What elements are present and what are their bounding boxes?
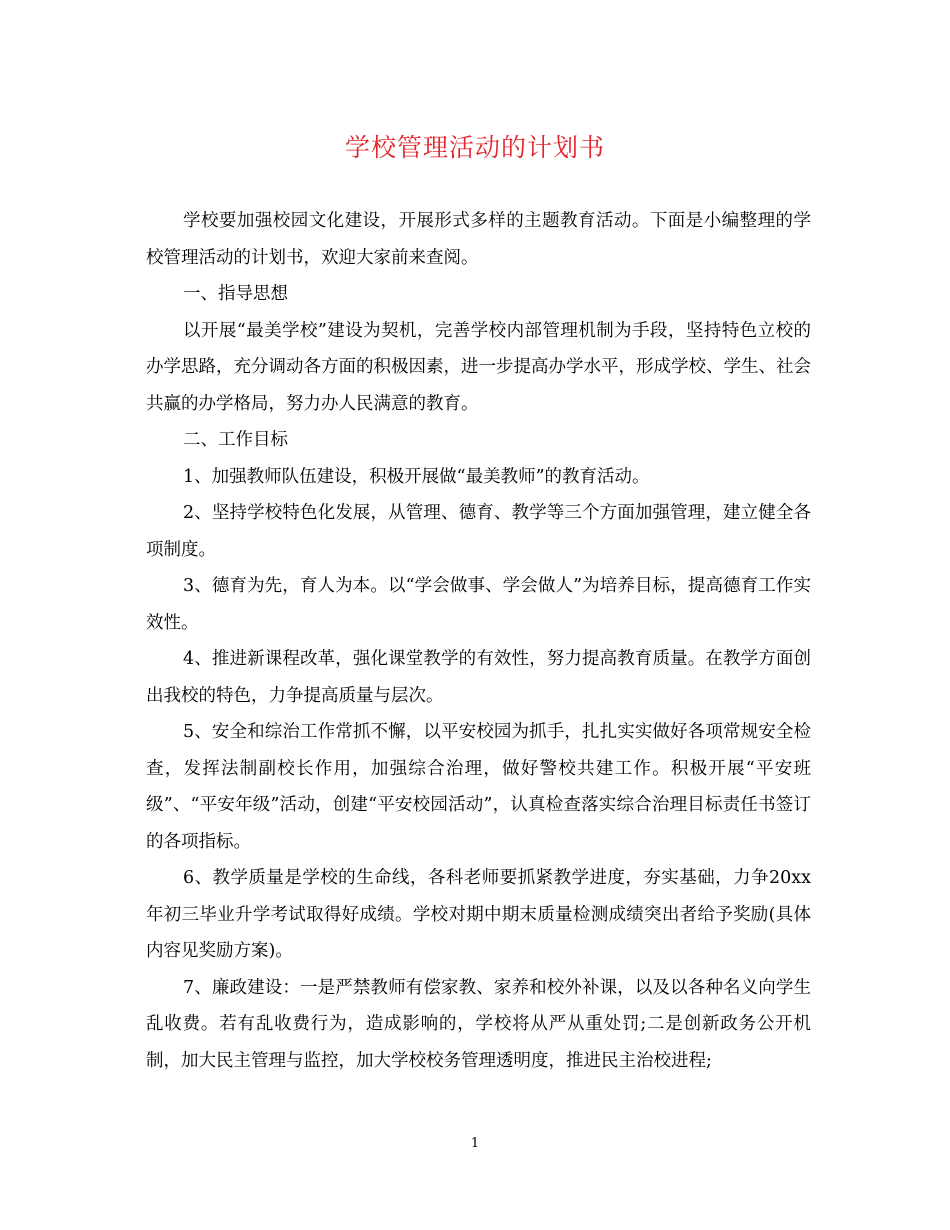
paragraph-goal-4: 4、推进新课程改革，强化课堂教学的有效性，努力提高教育质量。在教学方面创出我校的特色，力争提高质量与层次。 [146, 649, 811, 706]
paragraph-guiding-ideology: 以开展“最美学校”建设为契机，完善学校内部管理机制为手段，坚持特色立校的办学思路，充分调动各方面的积极因素，进一步提高办学水平，形成学校、学生、社会共赢的办学格局，努力办人民满意的教育。 [146, 320, 811, 414]
heading-guiding-ideology: 一、指导思想 [183, 284, 288, 304]
paragraph-goal-1: 1、加强教师队伍建设，积极开展做“最美教师”的教育活动。 [183, 466, 650, 487]
paragraph-goal-6: 6、教学质量是学校的生命线，各科老师要抓紧教学进度，夯实基础，力争20xx年初三毕业升学考试取得好成绩。学校对期中期末质量检测成绩突出者给予奖励(具体内容见奖励方案)。 [146, 868, 811, 961]
document-body [146, 203, 811, 1079]
page-number: 1 [470, 1136, 480, 1151]
paragraph-goal-7: 7、廉政建设：一是严禁教师有偿家教、家养和校外补课，以及以各种名义向学生乱收费。若有乱收费行为，造成影响的，学校将从严从重处罚;二是创新政务公开机制，加大民主管理与监控，加大学校校务管理透明度，推进民主治校进程; [146, 977, 811, 1071]
paragraph-intro: 学校要加强校园文化建设，开展形式多样的主题教育活动。下面是小编整理的学校管理活动的计划书，欢迎大家前来查阅。 [146, 211, 811, 268]
paragraph-goal-5: 5、安全和综治工作常抓不懈，以平安校园为抓手，扎扎实实做好各项常规安全检查，发挥法制副校长作用，加强综合治理，做好警校共建工作。积极开展“平安班级”、“平安年级”活动，创建“平安校园活动”，认真检查落实综合治理目标责任书签订的各项指标。 [146, 722, 811, 852]
heading-work-goals: 二、工作目标 [183, 430, 288, 450]
paragraph-goal-3: 3、德育为先，育人为本。以“学会做事、学会做人”为培养目标，提高德育工作实效性。 [146, 576, 811, 633]
document-title: 学校管理活动的计划书 [344, 133, 605, 162]
paragraph-goal-2: 2、坚持学校特色化发展，从管理、德育、教学等三个方面加强管理，建立健全各项制度。 [146, 503, 811, 560]
